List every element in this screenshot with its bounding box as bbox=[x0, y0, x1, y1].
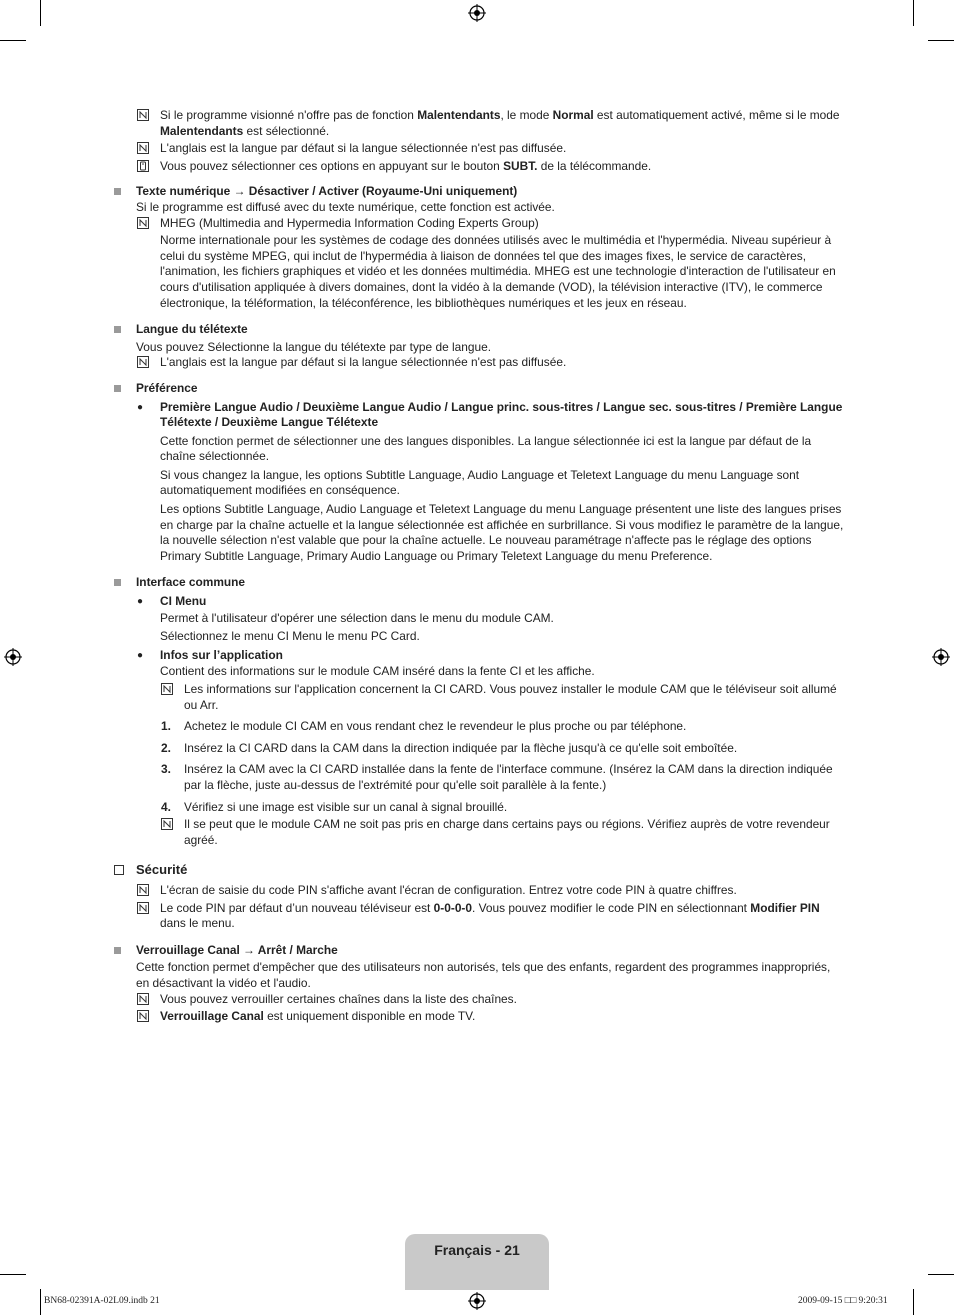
page-content bbox=[114, 108, 844, 1027]
step-item bbox=[114, 762, 844, 793]
note-icon bbox=[137, 993, 149, 1005]
paragraph: Permet à l'utilisateur d'opérer une sélection dans le menu du module CAM. bbox=[160, 610, 554, 625]
registration-mark-icon bbox=[468, 4, 486, 22]
note: L'écran de saisie du code PIN s'affiche avant l'écran de configuration. Entrez votre code PIN à quatre chiffres. bbox=[114, 883, 844, 899]
crop-mark bbox=[913, 0, 914, 26]
section-heading: Interface commune bbox=[136, 575, 246, 590]
note: Il se peut que le module CAM ne soit pas pris en charge dans certains pays ou régions. Vérifiez auprès de votre revendeur agréé. bbox=[114, 817, 844, 848]
square-bullet-icon bbox=[114, 579, 121, 586]
section-verrouillage bbox=[114, 943, 844, 959]
step-text: Achetez le module CI CAM en vous rendant chez le revendeur le plus proche ou par téléphone. bbox=[184, 719, 687, 734]
step-item bbox=[114, 719, 844, 735]
crop-mark bbox=[40, 0, 41, 26]
note-icon bbox=[137, 902, 149, 914]
note-icon bbox=[137, 884, 149, 896]
crop-mark bbox=[0, 1274, 26, 1275]
note: L'anglais est la langue par défaut si la langue sélectionnée n'est pas diffusée. bbox=[114, 141, 844, 157]
registration-mark-icon bbox=[932, 648, 950, 666]
date-slug: 2009-09-15 □□ 9:20:31 bbox=[798, 1296, 888, 1306]
step-text: Insérez la CAM avec la CI CARD installée dans la fente de l'interface commune. (Insérez la CAM dans la direction indiquée par la flèche, juste au-dessus de l'extrémité pour qu'elle soit parallèle à la fente.) bbox=[184, 762, 833, 792]
bullet-dot-icon: ● bbox=[137, 401, 144, 413]
note: Vous pouvez verrouiller certaines chaînes dans la liste des chaînes. bbox=[114, 992, 844, 1008]
square-bullet-icon bbox=[114, 326, 121, 333]
step-number: 3. bbox=[161, 762, 171, 777]
paragraph: Sélectionnez le menu CI Menu le menu PC Card. bbox=[160, 629, 420, 644]
note-icon bbox=[137, 109, 149, 121]
paragraph: Contient des informations sur le module CAM inséré dans la fente CI et les affiche. bbox=[160, 664, 595, 679]
section-desc: Si le programme est diffusé avec du texte numérique, cette fonction est activée. bbox=[136, 199, 555, 214]
file-slug: BN68-02391A-02L09.indb 21 bbox=[44, 1296, 160, 1306]
section-interface bbox=[114, 575, 844, 591]
notes-top bbox=[114, 108, 844, 174]
paragraph: Les options Subtitle Language, Audio Language et Teletext Language du menu Language présentent une liste des langues prises en charge par la chaîne actuelle et la langue sélectionnée est affichée en surbrillance. Si vous modifiez le paramètre de la langue, la nouvelle sélection n'est valable que pour la chaîne actuelle. Le nouveau paramétrage n'affecte pas le réglage des options Primary Subtitle Language, Primary Audio Language ou Primary Teletext Language du menu Preference. bbox=[160, 502, 844, 563]
page-number-tab bbox=[405, 1234, 549, 1290]
step-text: Insérez la CI CARD dans la CAM dans la direction indiquée par la flèche jusqu'à ce qu'elle soit emboîtée. bbox=[184, 740, 738, 755]
square-bullet-icon bbox=[114, 188, 121, 195]
square-bullet-icon bbox=[114, 385, 121, 392]
step-text: Vérifiez si une image est visible sur un canal à signal brouillé. bbox=[184, 799, 508, 814]
section-heading: Préférence bbox=[136, 380, 198, 395]
crop-mark bbox=[913, 1289, 914, 1315]
step-number: 1. bbox=[161, 719, 171, 734]
crop-mark bbox=[40, 1289, 41, 1315]
bullet-dot-icon: ● bbox=[137, 596, 144, 608]
bullet-item: ● CI Menu bbox=[137, 594, 207, 609]
note-icon bbox=[161, 683, 173, 695]
section-langue bbox=[114, 322, 844, 338]
page-number: Français - 21 bbox=[434, 1242, 520, 1258]
section-heading: Texte numérique → Désactiver / Activer (Royaume-Uni uniquement) bbox=[136, 184, 518, 199]
section-desc: Vous pouvez Sélectionne la langue du télétexte par type de langue. bbox=[136, 339, 492, 354]
note: MHEG (Multimedia and Hypermedia Information Coding Experts Group) bbox=[114, 216, 844, 232]
section-preference bbox=[114, 381, 844, 397]
paragraph: Cette fonction permet de sélectionner une des langues disponibles. La langue sélectionnée ici est la langue par défaut de la chaîne sélectionnée. bbox=[160, 433, 812, 464]
crop-mark bbox=[0, 40, 26, 41]
section-desc: Cette fonction permet d'empêcher que des utilisateurs non autorisés, tels que des enfants, regardent des programmes inappropriés, en désactivant la vidéo et l'audio. bbox=[136, 960, 831, 990]
note: Les informations sur l'application concernent la CI CARD. Vous pouvez installer le module CAM que le téléviseur soit allumé ou Arr. bbox=[114, 682, 844, 713]
step-number: 4. bbox=[161, 799, 171, 814]
note: Si le programme visionné n'offre pas de fonction Malentendants, le mode Normal est automatiquement activé, même si le mode Malentendants est sélectionné. bbox=[114, 108, 844, 139]
note-icon bbox=[161, 818, 173, 830]
registration-mark-icon bbox=[468, 1292, 486, 1310]
registration-mark-icon bbox=[4, 648, 22, 666]
note: Le code PIN par défaut d’un nouveau téléviseur est 0-0-0-0. Vous pouvez modifier le code PIN en sélectionnant Modifier PIN dans le menu. bbox=[114, 901, 844, 932]
note-icon bbox=[137, 356, 149, 368]
step-item bbox=[114, 800, 844, 816]
bullet-item: ● Infos sur l’application bbox=[137, 647, 283, 662]
crop-mark bbox=[928, 40, 954, 41]
note: Vous pouvez sélectionner ces options en appuyant sur le bouton SUBT. de la télécommande. bbox=[114, 159, 844, 175]
section-title-securite: Sécurité bbox=[114, 862, 844, 878]
remote-icon bbox=[137, 160, 149, 172]
paragraph: Si vous changez la langue, les options Subtitle Language, Audio Language et Teletext Language du menu Language sont automatiquement modifiées en conséquence. bbox=[160, 467, 800, 498]
checkbox-square-icon bbox=[114, 865, 124, 875]
steps-list bbox=[114, 719, 844, 815]
note: L'anglais est la langue par défaut si la langue sélectionnée n'est pas diffusée. bbox=[114, 355, 844, 371]
section-heading: Verrouillage Canal → Arrêt / Marche bbox=[136, 942, 338, 957]
note-icon bbox=[137, 1010, 149, 1022]
crop-mark bbox=[928, 1274, 954, 1275]
square-bullet-icon bbox=[114, 947, 121, 954]
step-number: 2. bbox=[161, 740, 171, 755]
note-icon bbox=[137, 217, 149, 229]
bullet-item: ● Première Langue Audio / Deuxième Langue Audio / Langue princ. sous-titres / Langue sec. sous-titres / Première Langue Télétexte / Deuxième Langue Télétexte bbox=[137, 399, 843, 430]
note-icon bbox=[137, 142, 149, 154]
section-teletext bbox=[114, 184, 844, 200]
step-item bbox=[114, 741, 844, 757]
section-heading: Langue du télétexte bbox=[136, 322, 248, 337]
note: Verrouillage Canal est uniquement disponible en mode TV. bbox=[114, 1009, 844, 1025]
note-body: Norme internationale pour les systèmes de codage des données utilisés avec le multimédia et l'hypermédia. Niveau supérieur à celui du système MPEG, qui inclut de l'hypermédia à liaison de données tel que des images fixes, le service de caractères, l'animation, les fichiers graphiques et vidéo et les données multimédia. MHEG est une technologie d'interaction de l'utilisateur en cours d'utilisation appliquée à divers domaines, dont la vidéo à la demande (VOD), la télévision interactive (ITV), le commerce électronique, la téléformation, la téléconférence, les bibliothèques numériques et les jeux en réseau. bbox=[160, 233, 836, 310]
bullet-dot-icon: ● bbox=[137, 649, 144, 661]
